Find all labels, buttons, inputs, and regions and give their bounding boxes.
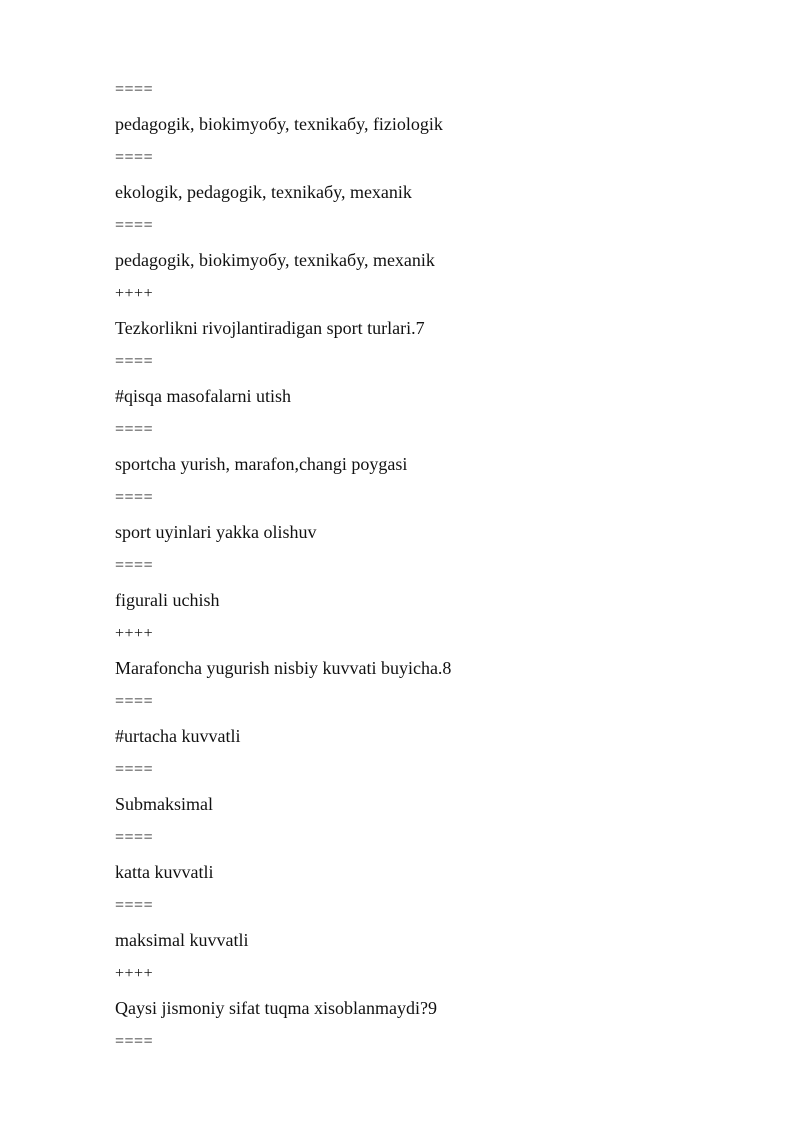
separator-line: ==== bbox=[115, 829, 154, 846]
answer-option: pedagogik, biokimyoбy, texnikaбy, mexanik bbox=[115, 250, 435, 270]
question-separator: ++++ bbox=[115, 625, 154, 642]
separator-line: ==== bbox=[115, 149, 154, 166]
answer-option: pedagogik, biokimyoбy, texnikaбy, fiziologik bbox=[115, 114, 443, 134]
separator-line: ==== bbox=[115, 1033, 154, 1050]
separator-line: ==== bbox=[115, 693, 154, 710]
answer-option: Submaksimal bbox=[115, 794, 213, 814]
question-separator: ++++ bbox=[115, 965, 154, 982]
question-text: Tezkorlikni rivojlantiradigan sport turlari.7 bbox=[115, 318, 425, 338]
separator-line: ==== bbox=[115, 557, 154, 574]
separator-line: ==== bbox=[115, 81, 154, 98]
separator-line: ==== bbox=[115, 421, 154, 438]
question-text: Marafoncha yugurish nisbiy kuvvati buyicha.8 bbox=[115, 658, 452, 678]
document-text-body bbox=[115, 73, 755, 1059]
answer-option-correct: #urtacha kuvvatli bbox=[115, 726, 241, 746]
separator-line: ==== bbox=[115, 897, 154, 914]
answer-option: sport uyinlari yakka olishuv bbox=[115, 522, 317, 542]
answer-option: ekologik, pedagogik, texnikaбy, mexanik bbox=[115, 182, 412, 202]
answer-option-correct: #qisqa masofalarni utish bbox=[115, 386, 291, 406]
separator-line: ==== bbox=[115, 489, 154, 506]
separator-line: ==== bbox=[115, 353, 154, 370]
answer-option: figurali uchish bbox=[115, 590, 220, 610]
question-text: Qaysi jismoniy sifat tuqma xisoblanmaydi?9 bbox=[115, 998, 437, 1018]
separator-line: ==== bbox=[115, 217, 154, 234]
answer-option: maksimal kuvvatli bbox=[115, 930, 249, 950]
answer-option: sportcha yurish, marafon,changi poygasi bbox=[115, 454, 408, 474]
separator-line: ==== bbox=[115, 761, 154, 778]
question-separator: ++++ bbox=[115, 285, 154, 302]
answer-option: katta kuvvatli bbox=[115, 862, 214, 882]
